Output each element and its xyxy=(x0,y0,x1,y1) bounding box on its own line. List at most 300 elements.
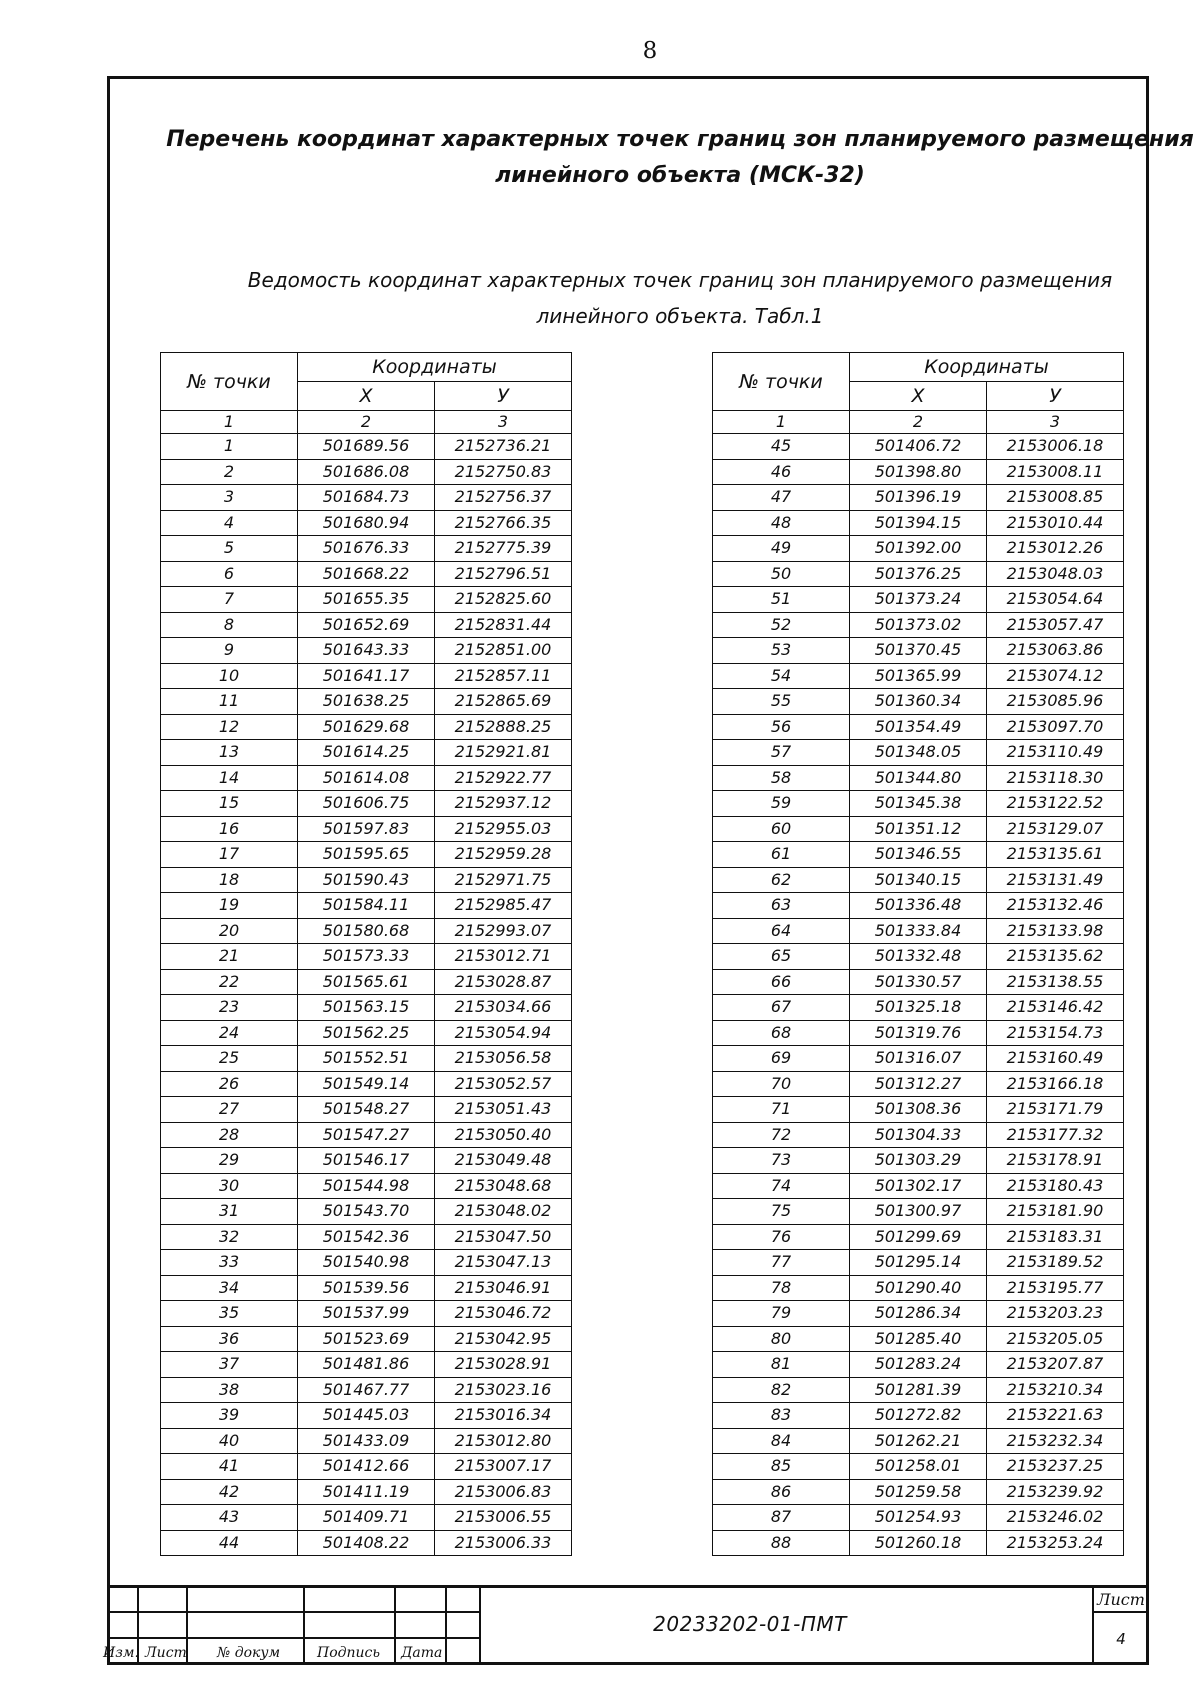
point-number: 32 xyxy=(161,1224,298,1250)
table-row xyxy=(161,1122,572,1148)
coord-y: 2152971.75 xyxy=(435,867,572,893)
coord-y: 2153131.49 xyxy=(987,867,1124,893)
coord-x: 501272.82 xyxy=(850,1403,987,1429)
table-row xyxy=(713,1224,1124,1250)
caption-line-2: линейного объекта. Табл.1 xyxy=(536,304,824,328)
table-row xyxy=(161,995,572,1021)
coord-x: 501283.24 xyxy=(850,1352,987,1378)
coordinates-table-right xyxy=(712,352,1124,1556)
coord-x: 501332.48 xyxy=(850,944,987,970)
table-row xyxy=(161,1199,572,1225)
point-number: 87 xyxy=(713,1505,850,1531)
coord-y: 2153034.66 xyxy=(435,995,572,1021)
header-coordinates: Координаты xyxy=(298,353,572,382)
page-number: 8 xyxy=(642,38,658,64)
point-number: 60 xyxy=(713,816,850,842)
table-row xyxy=(161,663,572,689)
table-row xyxy=(713,842,1124,868)
table-row xyxy=(161,638,572,664)
point-number: 58 xyxy=(713,765,850,791)
table-row xyxy=(161,536,572,562)
table-row xyxy=(161,1403,572,1429)
point-number: 81 xyxy=(713,1352,850,1378)
header-y: У xyxy=(987,382,1124,411)
coord-x: 501376.25 xyxy=(850,561,987,587)
coord-y: 2153097.70 xyxy=(987,714,1124,740)
coord-y: 2153189.52 xyxy=(987,1250,1124,1276)
coord-y: 2153183.31 xyxy=(987,1224,1124,1250)
point-number: 51 xyxy=(713,587,850,613)
coordinates-table-left xyxy=(160,352,572,1556)
coord-x: 501396.19 xyxy=(850,485,987,511)
table-row xyxy=(161,791,572,817)
point-number: 72 xyxy=(713,1122,850,1148)
table-row xyxy=(161,1020,572,1046)
point-number: 43 xyxy=(161,1505,298,1531)
coord-x: 501549.14 xyxy=(298,1071,435,1097)
table-row xyxy=(161,1505,572,1531)
point-number: 20 xyxy=(161,918,298,944)
table-row xyxy=(161,1454,572,1480)
table-row xyxy=(713,1275,1124,1301)
point-number: 56 xyxy=(713,714,850,740)
coord-x: 501590.43 xyxy=(298,867,435,893)
coord-x: 501565.61 xyxy=(298,969,435,995)
coord-y: 2152831.44 xyxy=(435,612,572,638)
point-number: 86 xyxy=(713,1479,850,1505)
coord-y: 2153138.55 xyxy=(987,969,1124,995)
point-number: 52 xyxy=(713,612,850,638)
point-number: 24 xyxy=(161,1020,298,1046)
coord-x: 501325.18 xyxy=(850,995,987,1021)
coord-y: 2152865.69 xyxy=(435,689,572,715)
header-index-1: 1 xyxy=(713,411,850,434)
coord-y: 2153006.55 xyxy=(435,1505,572,1531)
point-number: 3 xyxy=(161,485,298,511)
coord-y: 2153006.83 xyxy=(435,1479,572,1505)
coord-y: 2153049.48 xyxy=(435,1148,572,1174)
coord-x: 501354.49 xyxy=(850,714,987,740)
table-row xyxy=(161,842,572,868)
point-number: 49 xyxy=(713,536,850,562)
coord-x: 501300.97 xyxy=(850,1199,987,1225)
point-number: 40 xyxy=(161,1428,298,1454)
coord-x: 501523.69 xyxy=(298,1326,435,1352)
table-row xyxy=(713,995,1124,1021)
point-number: 64 xyxy=(713,918,850,944)
coord-y: 2152851.00 xyxy=(435,638,572,664)
stamp-label-signature: Подпись xyxy=(317,1645,381,1661)
point-number: 28 xyxy=(161,1122,298,1148)
point-number: 67 xyxy=(713,995,850,1021)
coord-y: 2153048.68 xyxy=(435,1173,572,1199)
header-x: X xyxy=(850,382,987,411)
coord-x: 501312.27 xyxy=(850,1071,987,1097)
table-row xyxy=(713,536,1124,562)
table-row xyxy=(713,1122,1124,1148)
coord-y: 2153074.12 xyxy=(987,663,1124,689)
coord-y: 2153010.44 xyxy=(987,510,1124,536)
coord-y: 2153006.33 xyxy=(435,1530,572,1556)
table-row xyxy=(713,867,1124,893)
coord-y: 2153054.64 xyxy=(987,587,1124,613)
table-row xyxy=(161,1377,572,1403)
stamp-label-list: Лист xyxy=(145,1645,187,1661)
point-number: 88 xyxy=(713,1530,850,1556)
coord-y: 2153237.25 xyxy=(987,1454,1124,1480)
header-index-1: 1 xyxy=(161,411,298,434)
coord-x: 501412.66 xyxy=(298,1454,435,1480)
point-number: 25 xyxy=(161,1046,298,1072)
table-row xyxy=(713,740,1124,766)
coord-y: 2153171.79 xyxy=(987,1097,1124,1123)
coord-y: 2153008.11 xyxy=(987,459,1124,485)
coord-y: 2153052.57 xyxy=(435,1071,572,1097)
table-row xyxy=(161,1097,572,1123)
point-number: 41 xyxy=(161,1454,298,1480)
table-row xyxy=(161,1428,572,1454)
coord-y: 2153054.94 xyxy=(435,1020,572,1046)
coord-x: 501409.71 xyxy=(298,1505,435,1531)
coord-x: 501260.18 xyxy=(850,1530,987,1556)
point-number: 21 xyxy=(161,944,298,970)
coord-y: 2152736.21 xyxy=(435,434,572,460)
header-index-3: 3 xyxy=(435,411,572,434)
coord-y: 2152775.39 xyxy=(435,536,572,562)
table-row xyxy=(713,1250,1124,1276)
coord-y: 2153012.26 xyxy=(987,536,1124,562)
coord-x: 501638.25 xyxy=(298,689,435,715)
coord-y: 2153063.86 xyxy=(987,638,1124,664)
coord-x: 501281.39 xyxy=(850,1377,987,1403)
coord-x: 501258.01 xyxy=(850,1454,987,1480)
point-number: 69 xyxy=(713,1046,850,1072)
coord-y: 2153160.49 xyxy=(987,1046,1124,1072)
point-number: 80 xyxy=(713,1326,850,1352)
coord-x: 501614.08 xyxy=(298,765,435,791)
coord-y: 2153007.17 xyxy=(435,1454,572,1480)
coord-x: 501544.98 xyxy=(298,1173,435,1199)
coord-y: 2153046.91 xyxy=(435,1275,572,1301)
coord-x: 501573.33 xyxy=(298,944,435,970)
coord-x: 501290.40 xyxy=(850,1275,987,1301)
table-row xyxy=(161,1224,572,1250)
point-number: 48 xyxy=(713,510,850,536)
table-row xyxy=(713,1352,1124,1378)
coord-x: 501299.69 xyxy=(850,1224,987,1250)
point-number: 5 xyxy=(161,536,298,562)
point-number: 12 xyxy=(161,714,298,740)
point-number: 14 xyxy=(161,765,298,791)
coord-y: 2153154.73 xyxy=(987,1020,1124,1046)
coord-x: 501580.68 xyxy=(298,918,435,944)
coord-x: 501641.17 xyxy=(298,663,435,689)
point-number: 18 xyxy=(161,867,298,893)
coord-y: 2153008.85 xyxy=(987,485,1124,511)
point-number: 84 xyxy=(713,1428,850,1454)
point-number: 79 xyxy=(713,1301,850,1327)
coord-x: 501548.27 xyxy=(298,1097,435,1123)
point-number: 23 xyxy=(161,995,298,1021)
coord-y: 2152985.47 xyxy=(435,893,572,919)
table-caption xyxy=(140,262,1200,334)
point-number: 36 xyxy=(161,1326,298,1352)
coord-x: 501316.07 xyxy=(850,1046,987,1072)
coord-y: 2153246.02 xyxy=(987,1505,1124,1531)
table-row xyxy=(713,1071,1124,1097)
table-row xyxy=(713,587,1124,613)
point-number: 50 xyxy=(713,561,850,587)
coord-x: 501445.03 xyxy=(298,1403,435,1429)
point-number: 33 xyxy=(161,1250,298,1276)
coord-x: 501643.33 xyxy=(298,638,435,664)
coord-y: 2152750.83 xyxy=(435,459,572,485)
point-number: 55 xyxy=(713,689,850,715)
point-number: 82 xyxy=(713,1377,850,1403)
coord-y: 2153012.71 xyxy=(435,944,572,970)
coord-x: 501304.33 xyxy=(850,1122,987,1148)
point-number: 9 xyxy=(161,638,298,664)
point-number: 2 xyxy=(161,459,298,485)
document-code: 20233202-01-ПМТ xyxy=(653,1612,847,1636)
coord-y: 2153048.03 xyxy=(987,561,1124,587)
point-number: 47 xyxy=(713,485,850,511)
coord-y: 2152993.07 xyxy=(435,918,572,944)
table-row xyxy=(713,612,1124,638)
point-number: 1 xyxy=(161,434,298,460)
coord-y: 2152796.51 xyxy=(435,561,572,587)
coord-x: 501552.51 xyxy=(298,1046,435,1072)
coord-x: 501302.17 xyxy=(850,1173,987,1199)
coord-y: 2152955.03 xyxy=(435,816,572,842)
table-row xyxy=(713,816,1124,842)
coord-x: 501629.68 xyxy=(298,714,435,740)
coord-x: 501319.76 xyxy=(850,1020,987,1046)
table-row xyxy=(713,1454,1124,1480)
table-row xyxy=(713,1173,1124,1199)
table-row xyxy=(161,561,572,587)
coord-y: 2153177.32 xyxy=(987,1122,1124,1148)
coord-x: 501433.09 xyxy=(298,1428,435,1454)
coord-y: 2153221.63 xyxy=(987,1403,1124,1429)
coord-x: 501606.75 xyxy=(298,791,435,817)
table-row xyxy=(161,485,572,511)
coord-x: 501668.22 xyxy=(298,561,435,587)
coord-y: 2153048.02 xyxy=(435,1199,572,1225)
coord-x: 501614.25 xyxy=(298,740,435,766)
coord-x: 501373.24 xyxy=(850,587,987,613)
point-number: 45 xyxy=(713,434,850,460)
table-row xyxy=(161,1352,572,1378)
table-row xyxy=(161,510,572,536)
table-row xyxy=(713,1377,1124,1403)
point-number: 65 xyxy=(713,944,850,970)
coord-x: 501481.86 xyxy=(298,1352,435,1378)
coord-x: 501542.36 xyxy=(298,1224,435,1250)
table-row xyxy=(161,1046,572,1072)
table-row xyxy=(161,1301,572,1327)
coord-x: 501394.15 xyxy=(850,510,987,536)
table-row xyxy=(161,1275,572,1301)
coord-x: 501308.36 xyxy=(850,1097,987,1123)
table-row xyxy=(161,816,572,842)
point-number: 16 xyxy=(161,816,298,842)
coord-x: 501547.27 xyxy=(298,1122,435,1148)
coord-x: 501540.98 xyxy=(298,1250,435,1276)
title-line-1: Перечень координат характерных точек границ зон планируемого размещения xyxy=(166,127,1194,152)
table-row xyxy=(161,612,572,638)
stamp-label-date: Дата xyxy=(401,1645,443,1661)
coord-x: 501295.14 xyxy=(850,1250,987,1276)
table-row xyxy=(161,714,572,740)
coord-y: 2153129.07 xyxy=(987,816,1124,842)
coord-y: 2153178.91 xyxy=(987,1148,1124,1174)
point-number: 27 xyxy=(161,1097,298,1123)
table-row xyxy=(161,740,572,766)
table-row xyxy=(713,1326,1124,1352)
coord-x: 501680.94 xyxy=(298,510,435,536)
table-row xyxy=(161,1479,572,1505)
point-number: 75 xyxy=(713,1199,850,1225)
coord-x: 501336.48 xyxy=(850,893,987,919)
coord-x: 501262.21 xyxy=(850,1428,987,1454)
point-number: 71 xyxy=(713,1097,850,1123)
table-row xyxy=(713,689,1124,715)
point-number: 63 xyxy=(713,893,850,919)
coord-y: 2153050.40 xyxy=(435,1122,572,1148)
point-number: 37 xyxy=(161,1352,298,1378)
table-row xyxy=(713,1097,1124,1123)
coord-x: 501411.19 xyxy=(298,1479,435,1505)
coord-x: 501652.69 xyxy=(298,612,435,638)
table-row xyxy=(161,1530,572,1556)
point-number: 22 xyxy=(161,969,298,995)
title-line-2: линейного объекта (МСК-32) xyxy=(495,163,865,188)
coord-y: 2153205.05 xyxy=(987,1326,1124,1352)
table-row xyxy=(713,1403,1124,1429)
coord-x: 501370.45 xyxy=(850,638,987,664)
coord-x: 501467.77 xyxy=(298,1377,435,1403)
coord-y: 2152922.77 xyxy=(435,765,572,791)
coord-y: 2153122.52 xyxy=(987,791,1124,817)
point-number: 6 xyxy=(161,561,298,587)
coord-y: 2152857.11 xyxy=(435,663,572,689)
point-number: 54 xyxy=(713,663,850,689)
point-number: 73 xyxy=(713,1148,850,1174)
coord-x: 501563.15 xyxy=(298,995,435,1021)
point-number: 26 xyxy=(161,1071,298,1097)
point-number: 15 xyxy=(161,791,298,817)
point-number: 66 xyxy=(713,969,850,995)
coord-y: 2152959.28 xyxy=(435,842,572,868)
point-number: 62 xyxy=(713,867,850,893)
table-row xyxy=(161,434,572,460)
table-row xyxy=(161,1326,572,1352)
coord-y: 2153118.30 xyxy=(987,765,1124,791)
coord-x: 501684.73 xyxy=(298,485,435,511)
coord-x: 501330.57 xyxy=(850,969,987,995)
coord-y: 2153006.18 xyxy=(987,434,1124,460)
header-index-3: 3 xyxy=(987,411,1124,434)
table-row xyxy=(161,867,572,893)
table-row xyxy=(713,893,1124,919)
coord-y: 2153195.77 xyxy=(987,1275,1124,1301)
point-number: 85 xyxy=(713,1454,850,1480)
header-point: № точки xyxy=(713,353,850,411)
coord-y: 2153028.87 xyxy=(435,969,572,995)
coord-x: 501259.58 xyxy=(850,1479,987,1505)
table-row xyxy=(713,561,1124,587)
coord-x: 501392.00 xyxy=(850,536,987,562)
table-row xyxy=(713,1505,1124,1531)
table-row xyxy=(713,510,1124,536)
table-row xyxy=(713,1428,1124,1454)
table-row xyxy=(161,1250,572,1276)
table-row xyxy=(713,944,1124,970)
table-row xyxy=(161,1071,572,1097)
table-row xyxy=(161,587,572,613)
point-number: 74 xyxy=(713,1173,850,1199)
coord-x: 501373.02 xyxy=(850,612,987,638)
coord-x: 501543.70 xyxy=(298,1199,435,1225)
coord-y: 2153057.47 xyxy=(987,612,1124,638)
coord-y: 2153051.43 xyxy=(435,1097,572,1123)
coord-y: 2153132.46 xyxy=(987,893,1124,919)
point-number: 34 xyxy=(161,1275,298,1301)
point-number: 29 xyxy=(161,1148,298,1174)
point-number: 38 xyxy=(161,1377,298,1403)
coord-y: 2152937.12 xyxy=(435,791,572,817)
point-number: 42 xyxy=(161,1479,298,1505)
table-row xyxy=(713,459,1124,485)
coord-y: 2153207.87 xyxy=(987,1352,1124,1378)
stamp-label-doc-no: № докум xyxy=(217,1645,281,1661)
coord-y: 2153232.34 xyxy=(987,1428,1124,1454)
coord-y: 2153042.95 xyxy=(435,1326,572,1352)
coord-y: 2153047.50 xyxy=(435,1224,572,1250)
point-number: 46 xyxy=(713,459,850,485)
coord-x: 501286.34 xyxy=(850,1301,987,1327)
coord-y: 2153133.98 xyxy=(987,918,1124,944)
table-row xyxy=(161,459,572,485)
point-number: 68 xyxy=(713,1020,850,1046)
coord-x: 501406.72 xyxy=(850,434,987,460)
point-number: 7 xyxy=(161,587,298,613)
point-number: 11 xyxy=(161,689,298,715)
coord-y: 2153166.18 xyxy=(987,1071,1124,1097)
coord-y: 2153135.61 xyxy=(987,842,1124,868)
coord-x: 501584.11 xyxy=(298,893,435,919)
coord-y: 2153023.16 xyxy=(435,1377,572,1403)
coord-x: 501686.08 xyxy=(298,459,435,485)
coord-y: 2153210.34 xyxy=(987,1377,1124,1403)
coord-y: 2153056.58 xyxy=(435,1046,572,1072)
coord-x: 501303.29 xyxy=(850,1148,987,1174)
table-row xyxy=(161,918,572,944)
point-number: 4 xyxy=(161,510,298,536)
coord-x: 501346.55 xyxy=(850,842,987,868)
header-index-2: 2 xyxy=(298,411,435,434)
point-number: 77 xyxy=(713,1250,850,1276)
coord-y: 2152756.37 xyxy=(435,485,572,511)
coord-x: 501345.38 xyxy=(850,791,987,817)
coord-y: 2153047.13 xyxy=(435,1250,572,1276)
sheet-number: 4 xyxy=(1116,1630,1126,1648)
table-row xyxy=(713,1199,1124,1225)
table-row xyxy=(161,893,572,919)
point-number: 10 xyxy=(161,663,298,689)
table-row xyxy=(713,485,1124,511)
